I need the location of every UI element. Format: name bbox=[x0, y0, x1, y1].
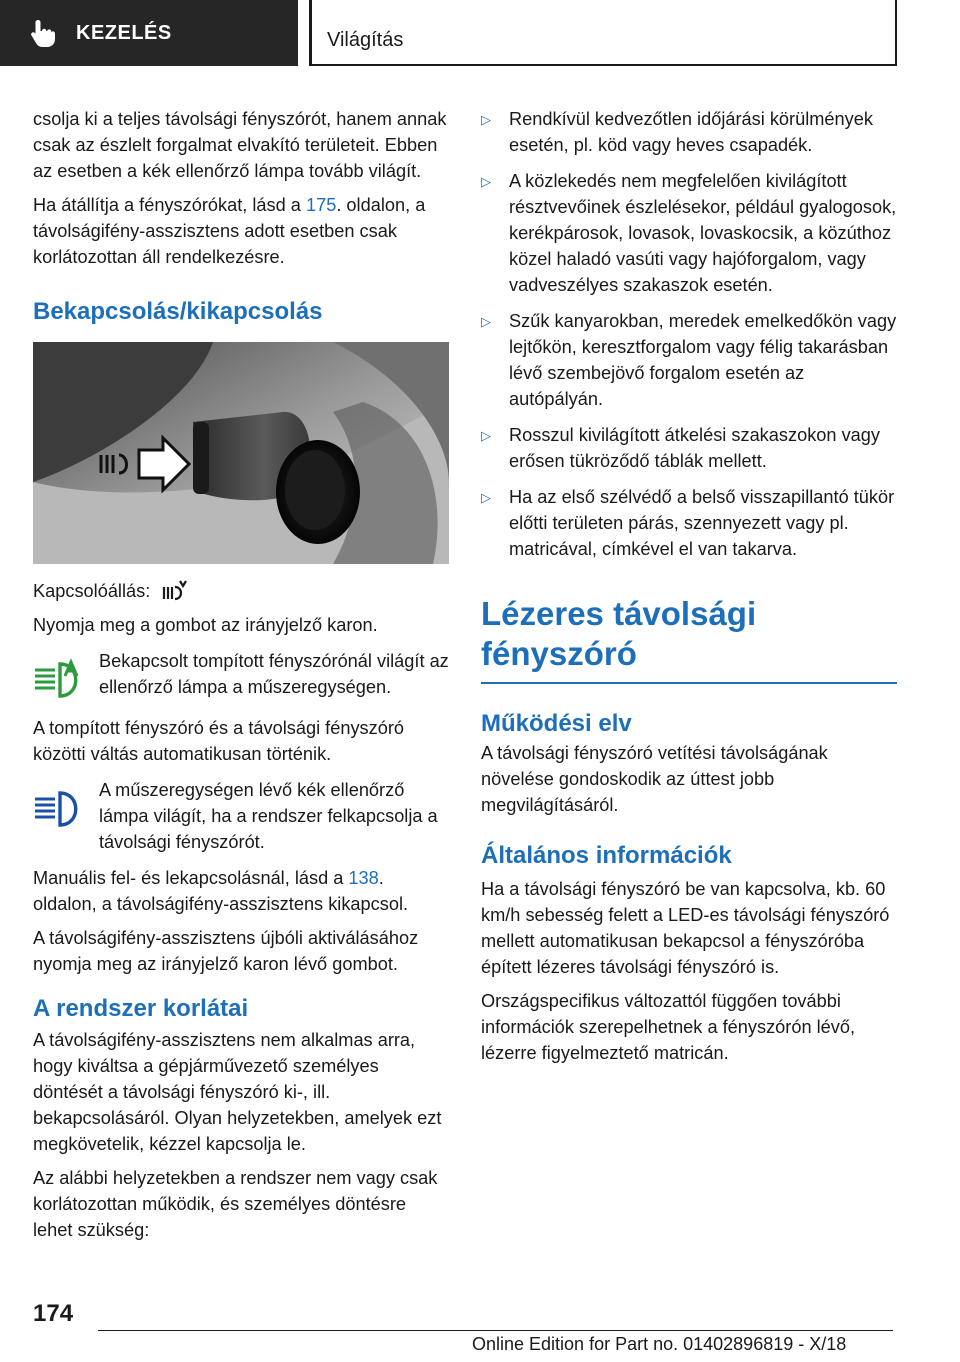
section-heading: Működési elv bbox=[481, 710, 632, 737]
text: . oldalon, a távolságifény-asszisztens kikapcsol. bbox=[33, 868, 409, 914]
triangle-bullet-icon: ▷ bbox=[481, 428, 491, 443]
switch-position-line bbox=[33, 578, 449, 604]
page-link[interactable]: 175 bbox=[305, 195, 337, 215]
triangle-bullet-icon: ▷ bbox=[481, 490, 491, 505]
triangle-bullet-icon: ▷ bbox=[481, 112, 491, 127]
chapter-heading: Lézeres távolsági fényszóró bbox=[481, 595, 757, 672]
paragraph: A távolságifény-asszisztens újbóli aktiválásához nyomja meg az irányjelző karon lévő gombot. bbox=[33, 928, 419, 974]
text: . oldalon, a távolságifény-asszisztens adott esetben csak korlátozottan áll rendelkezésre. bbox=[33, 195, 426, 267]
section-tab bbox=[0, 0, 298, 66]
paragraph: Az alábbi helyzetekben a rendszer nem vagy csak korlátozottan működik, és személyes döntésre lehet szükség: bbox=[33, 1168, 438, 1240]
paragraph: Országspecifikus változattól függően további információk szerepelhetnek a fényszórón lévő, lézerre figyelmeztető matricán. bbox=[481, 991, 856, 1063]
chapter-title: Világítás bbox=[327, 29, 404, 51]
list-item bbox=[481, 308, 897, 412]
paragraph bbox=[33, 865, 449, 917]
section-heading: A rendszer korlátai bbox=[33, 995, 249, 1022]
text: Ha átállítja a fényszórókat, lásd a bbox=[33, 195, 306, 215]
hand-pointer-icon bbox=[30, 18, 60, 48]
heading-rule bbox=[481, 682, 897, 684]
paragraph: csolja ki a teljes távolsági fényszórót, hanem annak csak az észlelt forgalmat elvakító területeit. Ebben az esetben a kék ellenőrző lámpa tovább világít. bbox=[33, 109, 447, 181]
list-item bbox=[481, 484, 897, 562]
list-item-text: Rendkívül kedvezőtlen időjárási körülmények esetén, pl. köd vagy heves csapadék. bbox=[509, 109, 873, 155]
stalk-button-photo bbox=[33, 342, 449, 564]
list-item bbox=[481, 106, 897, 158]
list-item bbox=[481, 422, 897, 474]
indicator-note bbox=[33, 777, 449, 855]
triangle-bullet-icon: ▷ bbox=[481, 314, 491, 329]
indicator-text: Bekapcsolt tompított fényszórónál világít az ellenőrző lámpa a műszeregységen. bbox=[99, 651, 449, 697]
footer-rule bbox=[98, 1330, 893, 1331]
left-column bbox=[33, 106, 449, 1251]
right-column bbox=[481, 106, 897, 1074]
page-link[interactable]: 138 bbox=[348, 868, 379, 888]
high-beam-assist-icon bbox=[161, 579, 189, 601]
paragraph: A távolsági fényszóró vetítési távolságának növelése gondoskodik az úttest jobb megvilágításáról. bbox=[481, 743, 828, 815]
triangle-bullet-icon: ▷ bbox=[481, 174, 491, 189]
list-item-text: Rosszul kivilágított átkelési szakaszokon vagy erősen tükröződő táblák mellett. bbox=[509, 425, 880, 471]
paragraph: A távolságifény-asszisztens nem alkalmas arra, hogy kiváltsa a gépjárművezető személyes döntését a távolsági fényszóró ki-, ill. bekapcsolásáról. Olyan helyzetekben, amelyek ezt megkövetelik, kézzel kapcsolja le. bbox=[33, 1030, 442, 1154]
high-beam-blue-icon bbox=[33, 785, 85, 829]
high-beam-assist-green-icon bbox=[33, 656, 85, 700]
list-item-text: Szűk kanyarokban, meredek emelkedőkön vagy lejtőkön, keresztforgalom vagy félig takarásban lévő szembejövő forgalom esetén az autópályán. bbox=[509, 311, 897, 409]
section-title: KEZELÉS bbox=[76, 21, 172, 44]
footer-edition: Online Edition for Part no. 01402896819 - X/18 bbox=[472, 1334, 847, 1354]
chapter-box bbox=[312, 0, 897, 66]
paragraph: A tompított fényszóró és a távolsági fényszóró közötti váltás automatikusan történik. bbox=[33, 718, 405, 764]
switch-label: Kapcsolóállás: bbox=[33, 581, 151, 601]
section-heading: Bekapcsolás/kikapcsolás bbox=[33, 298, 323, 325]
paragraph: Nyomja meg a gombot az irányjelző karon. bbox=[33, 615, 378, 635]
page-number: 174 bbox=[33, 1300, 74, 1327]
limitations-list bbox=[481, 106, 897, 562]
section-heading: Általános információk bbox=[481, 842, 732, 869]
indicator-text: A műszeregységen lévő kék ellenőrző lámpa világít, ha a rendszer felkapcsolja a távolsági fényszórót. bbox=[99, 780, 438, 852]
list-item-text: Ha az első szélvédő a belső visszapillantó tükör előtti területen párás, szennyezett vagy pl. matricával, címkével el van takarva. bbox=[509, 487, 895, 559]
text: Manuális fel- és lekapcsolásnál, lásd a bbox=[33, 868, 349, 888]
list-item bbox=[481, 168, 897, 298]
list-item-text: A közlekedés nem megfelelően kivilágított résztvevőinek észlelésekor, például gyalogosok, kerékpárosok, lovasok, lovaskocsik, a közúthoz közel haladó vasúti vagy hajóforgalom, vagy vadveszélyes szakaszok esetén. bbox=[509, 171, 897, 295]
paragraph bbox=[33, 192, 449, 270]
indicator-note bbox=[33, 648, 449, 705]
paragraph: Ha a távolsági fényszóró be van kapcsolva, kb. 60 km/h sebesség felett a LED-es távolsági fényszóró mellett automatikusan bekapcsol a fényszóróba épített lézeres távolsági fényszóró is. bbox=[481, 879, 890, 977]
